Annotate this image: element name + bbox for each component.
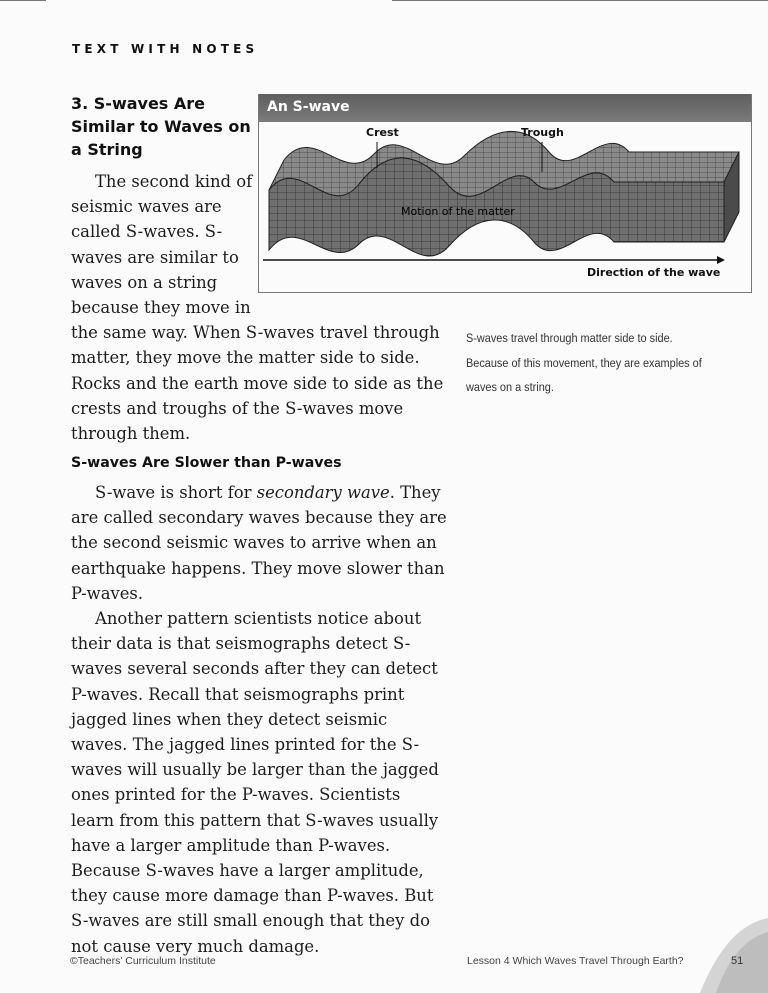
section-title: 3. S-waves Are Similar to Waves on a String	[71, 94, 251, 159]
paragraph-2-lead: S-wave is short for	[95, 483, 257, 502]
s-wave-figure	[258, 94, 752, 293]
paragraph-2-rest: . They are called secondary waves because they are the second seismic waves to arrive when an earthquake happens. They move slower than P-waves.	[71, 483, 447, 603]
top-rule-right	[392, 0, 768, 1]
direction-arrow-head	[717, 256, 725, 264]
footer-lesson: Lesson 4 Which Waves Travel Through Earth?	[467, 955, 684, 967]
figure-caption: S-waves travel through matter side to side. Because of this movement, they are examples of waves on a string.	[466, 331, 702, 394]
footer-copyright: ©Teachers' Curriculum Institute	[70, 955, 216, 967]
direction-label: Direction of the wave	[587, 266, 721, 279]
top-rule-left	[0, 0, 46, 1]
paragraph-1: The second kind of seismic waves are called S-waves. S-waves are similar to waves on a string because they move in the same way. When S-waves travel through matter, they move the matter side to side. Rocks and the earth move side to side as the crests and troughs of the S-waves move through them.	[71, 172, 444, 444]
paragraph-3: Another pattern scientists notice about their data is that seismographs detect S-waves several seconds after they can detect P-waves. Recall that seismographs print jagged lines when they detect seismic waves. The jagged lines printed for the S-waves will usually be larger than the jagged ones printed for the P-waves. Scientists learn from this pattern that S-waves usually have a larger amplitude than P-waves. Because S-waves have a larger amplitude, they cause more damage than P-waves. But S-waves are still small enough that they do not cause very much damage.	[71, 609, 439, 956]
subsection-title: S-waves Are Slower than P-waves	[71, 455, 342, 471]
paragraph-2-italic: secondary wave	[256, 483, 390, 502]
figure-title-bar	[259, 94, 751, 122]
figure-title: An S-wave	[267, 99, 350, 115]
page-header: TEXT WITH NOTES	[72, 42, 259, 56]
subsection-body	[71, 480, 447, 959]
crest-label: Crest	[366, 126, 399, 139]
motion-label: Motion of the matter	[401, 205, 515, 218]
page-number: 51	[731, 955, 744, 967]
paragraph-2	[71, 480, 447, 606]
trough-label: Trough	[521, 126, 564, 139]
